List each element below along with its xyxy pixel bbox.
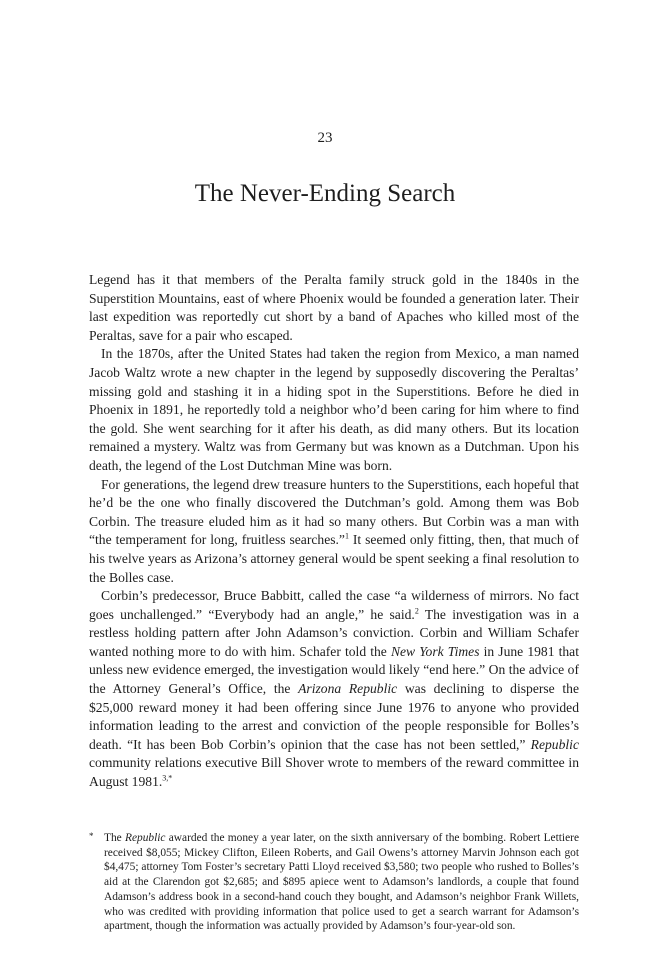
paragraph-text: For generations, the legend drew treasure hunters to the Superstitions, each hopeful that he’d be the one who finally discovered the Dutchman’s gold. Among them was Bob Corbin. The treasure eluded him as it had so many others. But Corbin was a man with “the temperament for long, fruitless searches.” xyxy=(89,476,579,548)
publication-title: Republic xyxy=(124,832,166,844)
footnote xyxy=(89,831,579,934)
publication-title: Republic xyxy=(530,736,579,752)
paragraph-text: was declining to disperse the $25,000 reward money it had been offering since June 1976 to anyone who provided information leading to the arrest and conviction of the people responsible for Bolles’s death. “It has been Bob Corbin’s opinion that the case has not been settled,” xyxy=(89,681,580,752)
footnote-segment: awarded the money a year later, on the sixth anniversary of the bombing. Robert Lettiere received $8,055; Mickey Clifton, Eileen Roberts, and Gail Owens’s attorney Marvin Johnson each got $4,475; attorney Tom Foster’s secretary Patti Lloyd received $3,580; two people who rushed to Bolles’s aid at the Clarendon got $2,685; and $895 apiece went to Adamson’s landlords, a couple that found Adamson’s address book in a second-hand couch they bought, and Adamson’s neighbor Frank Willets, who was credited with providing information that police used to get a search warrant for Adamson’s apartment, though the information was actually provided by Adamson’s four-year-old son. xyxy=(104,832,580,933)
paragraph-text: It seemed only fitting, then, that much of his twelve years as Arizona’s attorney general would be spent seeking a final resolution to the Bolles case. xyxy=(89,532,579,585)
paragraph-text: In the 1870s, after the United States had taken the region from Mexico, a man named Jacob Waltz wrote a new chapter in the legend by supposedly discovering the Peraltas’ missing gold and stashing it in a hiding spot in the Superstitions. Before he died in Phoenix in 1891, he reportedly told a neighbor who’d been caring for him where to find the gold. She went searching for it after his death, as did many others. But its location remained a mystery. Waltz was from Germany but was known as a Dutchman. Upon his death, the legend of the Lost Dutchman Mine was born. xyxy=(89,346,579,473)
publication-title: New York Times xyxy=(390,643,480,659)
endnote-ref: 2 xyxy=(414,606,419,616)
footnote-mark: * xyxy=(89,831,94,841)
endnote-ref: 1 xyxy=(344,531,349,541)
publication-title: Arizona Republic xyxy=(298,681,398,697)
paragraph-text: The investigation was in a restless holding pattern after John Adamson’s conviction. Corbin and William Schafer wanted nothing more to do with him. Schafer told the xyxy=(89,606,579,659)
paragraph-text: Corbin’s predecessor, Bruce Babbitt, called the case “a wilderness of mirrors. No fact goes unchallenged.” “Everybody had an angle,” he said. xyxy=(89,588,579,622)
paragraph-text: Legend has it that members of the Peralta family struck gold in the 1840s in the Superstition Mountains, east of where Phoenix would be founded a generation later. Their last expedition was reportedly cut short by a band of Apaches who killed most of the Peraltas, save for a pair who escaped. xyxy=(89,272,579,343)
footnote-segment: The xyxy=(104,832,125,844)
footnote-text xyxy=(104,831,579,934)
chapter-number: 23 xyxy=(317,130,333,146)
paragraph-text: community relations executive Bill Shover wrote to members of the reward committee in August 1981. xyxy=(89,755,579,790)
paragraph-2 xyxy=(89,345,579,475)
paragraph-text: in June 1981 that unless new evidence emerged, the investigation would likely “end here.” On the advice of the Attorney General’s Office, the xyxy=(89,643,579,697)
chapter-title: The Never-Ending Search xyxy=(194,180,456,207)
paragraph-4 xyxy=(89,587,579,792)
paragraph-1 xyxy=(89,271,579,345)
body-text xyxy=(89,271,579,792)
paragraph-3 xyxy=(89,476,579,588)
endnote-ref: 3,* xyxy=(162,773,173,783)
